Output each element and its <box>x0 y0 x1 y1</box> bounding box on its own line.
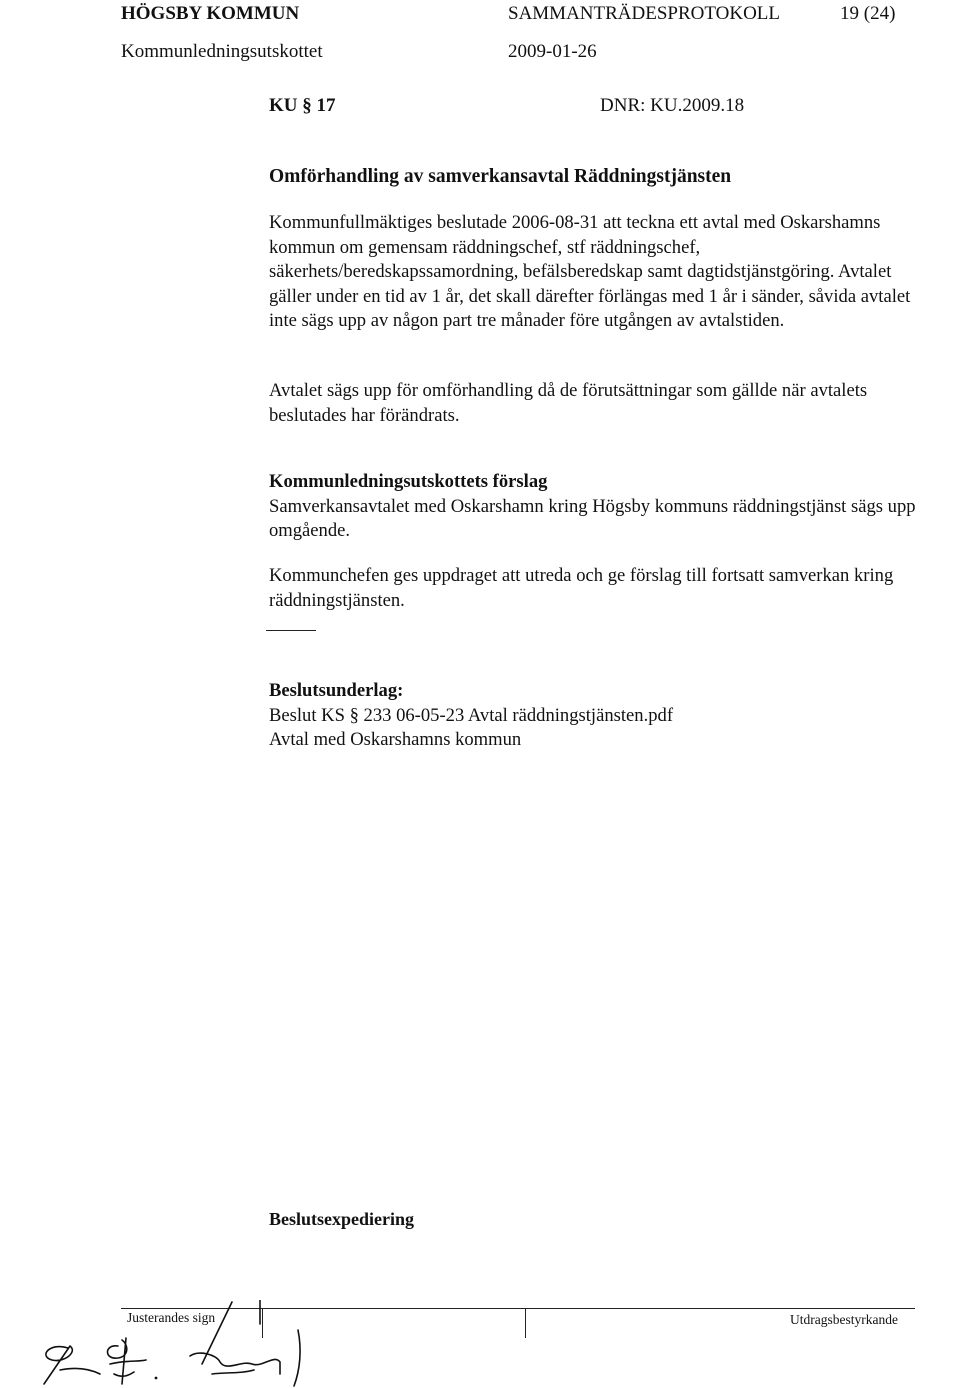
proposal-item: Kommunchefen ges uppdraget att utreda och ge förslag till fortsatt samverkan kring räddningstjänsten. <box>269 565 894 611</box>
committee-name: Kommunledningsutskottet <box>121 41 323 62</box>
separator-line <box>266 630 316 631</box>
extract-label: Utdragsbestyrkande <box>790 1312 898 1327</box>
basis-item: Avtal med Oskarshamns kommun <box>269 729 522 750</box>
basis-item: Beslut KS § 233 06-05-23 Avtal räddningstjänsten.pdf <box>269 704 674 726</box>
municipality-name: HÖGSBY KOMMUN <box>121 3 300 24</box>
dispatch-heading: Beslutsexpediering <box>269 1209 415 1229</box>
handwritten-signatures <box>30 1300 310 1388</box>
paragraph-text: Kommunfullmäktiges beslutade 2006-08-31 att teckna ett avtal med Oskarshamns kommun om gemensam räddningschef, stf räddningschef, säkerhets/beredskapssamordning, befälsberedskap samt dagtidstjänstgöring. Avtalet gäller under en tid av 1 år, det skall därefter förlängas med 1 år i sänder, såvida avtalet inte sägs upp av någon part tre månader före utgången av avtalstiden. <box>269 212 911 331</box>
paragraph-2 <box>269 379 929 428</box>
proposal-item: Samverkansavtalet med Oskarshamn kring Högsby kommuns räddningstjänst sägs upp omgående. <box>269 495 916 541</box>
protocol-title: SAMMANTRÄDESPROTOKOLL <box>508 3 781 24</box>
proposal-heading: Kommunledningsutskottets förslag <box>269 471 548 492</box>
proposal-item-2 <box>269 564 929 613</box>
meeting-date: 2009-01-26 <box>508 41 597 62</box>
paragraph-text: Avtalet sägs upp för omförhandling då de förutsättningar som gällde när avtalets beslutades har förändrats. <box>269 380 868 426</box>
signatures-label: Justerandes sign <box>127 1310 216 1325</box>
page-number: 19 (24) <box>840 3 896 24</box>
basis-heading: Beslutsunderlag: <box>269 680 404 701</box>
case-paragraph: KU § 17 <box>269 95 336 116</box>
case-dnr: DNR: KU.2009.18 <box>600 95 745 116</box>
footer-divider <box>525 1308 526 1338</box>
case-title: Omförhandling av samverkansavtal Räddningstjänsten <box>269 166 732 187</box>
basis-section <box>269 679 929 753</box>
paragraph-1 <box>269 211 929 334</box>
proposal-section <box>269 470 929 544</box>
